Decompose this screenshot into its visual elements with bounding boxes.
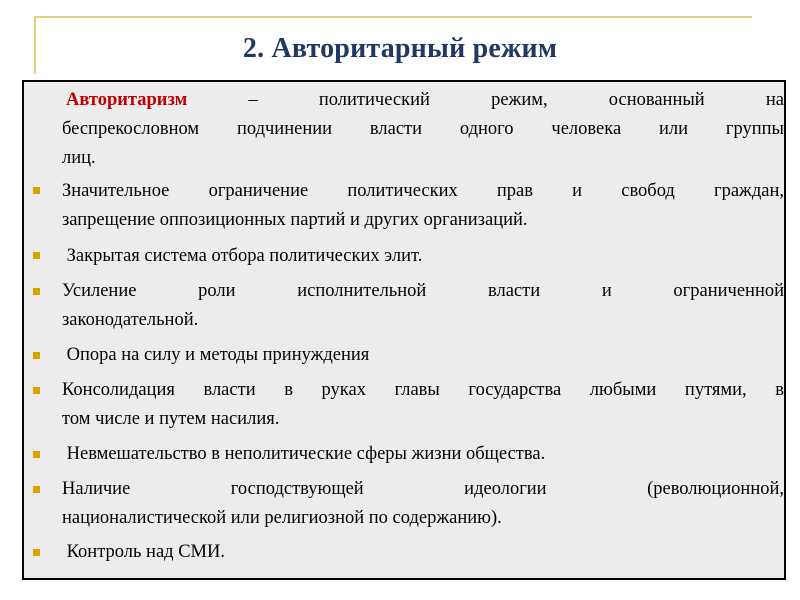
list-item-line-1: Закрытая система отбора политических элит.	[62, 246, 423, 266]
list-item-line-2: националистической или религиозной по содержанию).	[62, 508, 502, 528]
list-item-line-2: запрещение оппозиционных партий и других организаций.	[62, 210, 528, 230]
list-item-line-1: Наличие господствующей идеологии (революционной,	[62, 479, 784, 499]
bullet-square-icon	[33, 288, 40, 295]
definition-line-1	[62, 86, 784, 115]
definition-line-3: лиц.	[62, 148, 96, 168]
bullet-square-icon	[33, 387, 40, 394]
decorative-top-line	[34, 16, 752, 18]
list-item	[62, 242, 784, 271]
bullet-square-icon	[33, 187, 40, 194]
list-item	[62, 376, 784, 434]
list-item-line-2: том числе и путем насилия.	[62, 409, 280, 429]
definition-term: Авторитаризм	[66, 90, 188, 110]
list-item-line-1: Значительное ограничение политических прав и свобод граждан,	[62, 181, 784, 201]
list-item-line-2: законодательной.	[62, 310, 199, 330]
bullet-square-icon	[33, 549, 40, 556]
definition-line-1-text: – политический режим, основанный на	[187, 90, 784, 110]
list-item	[62, 475, 784, 533]
bullet-square-icon	[33, 252, 40, 259]
bullet-square-icon	[33, 486, 40, 493]
list-item	[62, 440, 784, 469]
list-item-line-1: Контроль над СМИ.	[62, 542, 225, 562]
definition-line-2: беспрекословном подчинении власти одного человека или группы	[62, 119, 784, 139]
list-item-line-1: Невмешательство в неполитические сферы жизни общества.	[62, 444, 546, 464]
list-item-line-1: Опора на силу и методы принуждения	[62, 345, 370, 365]
list-item-line-1: Консолидация власти в руках главы государства любыми путями, в	[62, 380, 784, 400]
list-item	[62, 341, 784, 370]
slide-title: 2. Авторитарный режим	[242, 33, 558, 64]
list-item	[62, 177, 784, 235]
definition-paragraph	[62, 86, 784, 173]
bullet-square-icon	[33, 352, 40, 359]
bullet-square-icon	[33, 451, 40, 458]
list-item-line-1: Усиление роли исполнительной власти и ограниченной	[62, 281, 784, 301]
list-item	[62, 277, 784, 335]
list-item	[62, 538, 784, 567]
content-box	[22, 80, 786, 580]
